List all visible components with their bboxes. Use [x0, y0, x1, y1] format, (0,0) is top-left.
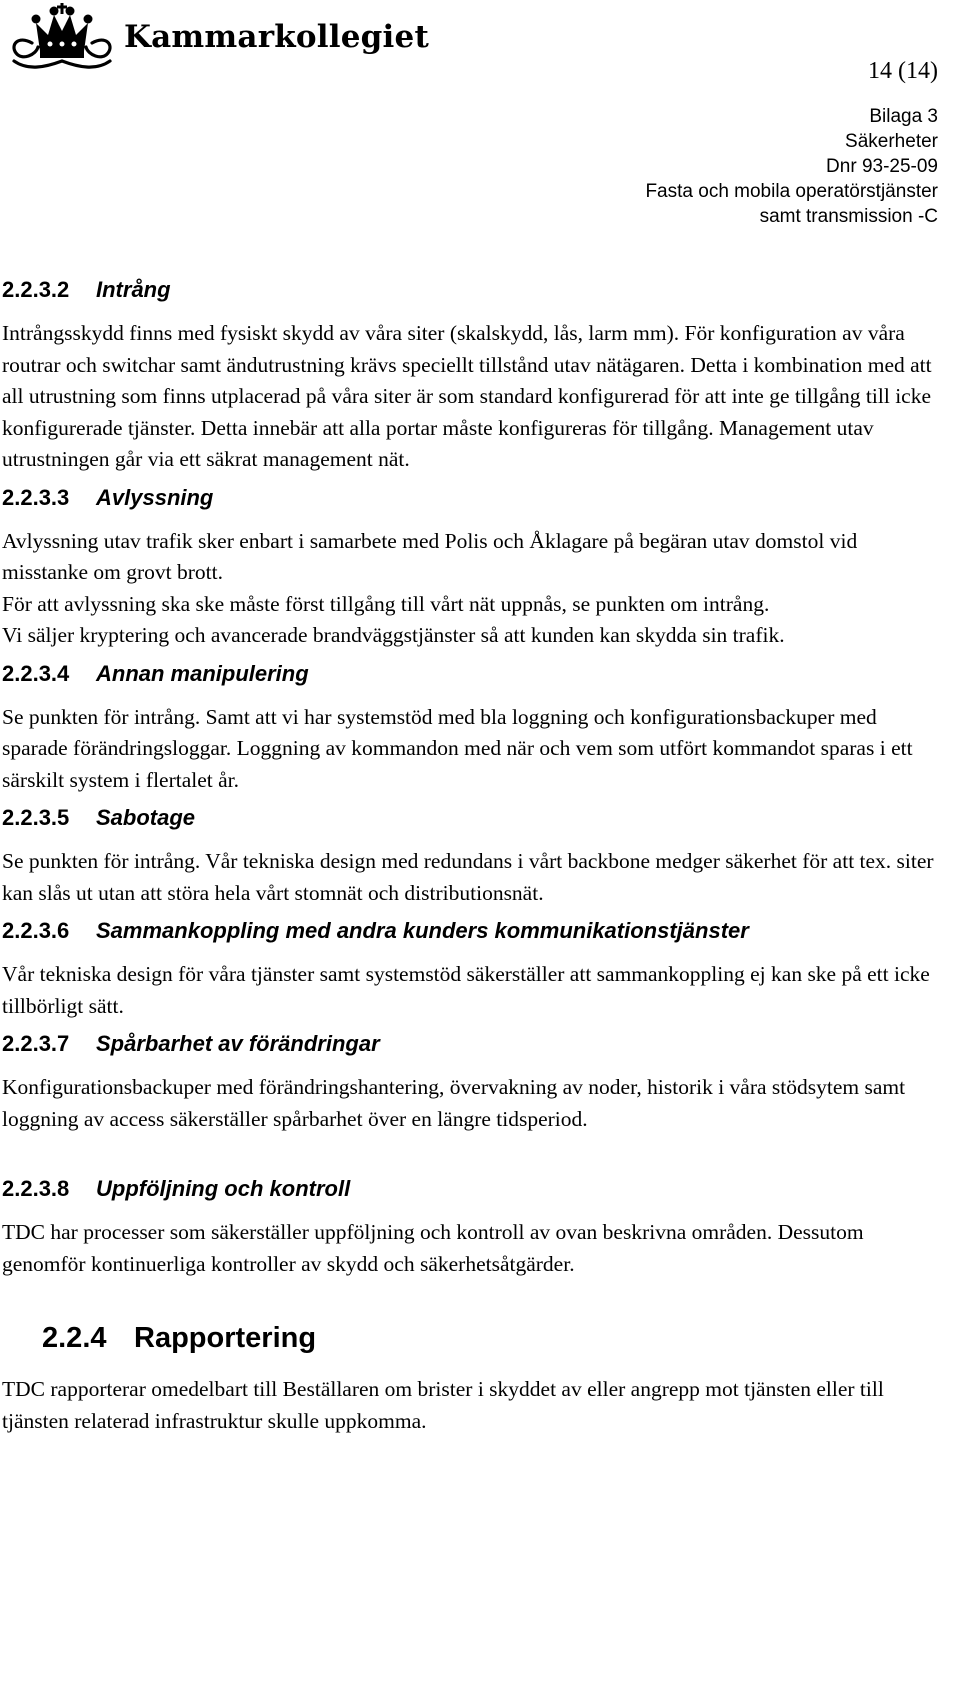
section-title: Rapportering [134, 1322, 317, 1354]
section-heading [2, 1320, 942, 1356]
section-paragraph: Vi säljer kryptering och avancerade brandväggstjänster så att kunden kan skydda sin trafik. [2, 623, 785, 647]
section-number: 2.2.3.7 [2, 1031, 70, 1056]
section-sparbarhet [2, 1030, 942, 1135]
section-title: Uppföljning och kontroll [96, 1176, 351, 1201]
section-annan-manipulering [2, 660, 942, 797]
section-number: 2.2.3.8 [2, 1176, 70, 1201]
section-heading [2, 917, 942, 945]
section-paragraph: För att avlyssning ska ske måste först tillgång till vårt nät uppnås, se punkten om intrång. [2, 591, 770, 616]
section-paragraph: Avlyssning utav trafik sker enbart i samarbete med Polis och Åklagare på begäran utav domstol vid misstanke om grovt brott. [2, 528, 858, 584]
header-meta [645, 104, 938, 229]
section-title: Avlyssning [96, 484, 214, 510]
section-avlyssning [2, 484, 942, 652]
section-heading [2, 484, 942, 512]
section-intrang [2, 276, 942, 476]
meta-line: samt transmission -C [759, 206, 938, 227]
section-heading [2, 660, 942, 688]
meta-line: Fasta och mobila operatörstjänster [645, 181, 938, 202]
logo-wordmark: Kammarkollegiet [124, 19, 429, 55]
section-title: Annan manipulering [96, 660, 309, 686]
section-paragraph: Vår tekniska design för våra tjänster samt systemstöd säkerställer att sammankoppling ej kan ske på ett icke tillbörligt sätt. [2, 962, 930, 1018]
section-paragraph: Se punkten för intrång. Samt att vi har systemstöd med bla loggning och konfigurationsbackuper med sparade förändringsloggar. Loggning av kommandon med när och vem som utfört kommandot sparas i ett särskilt system i flertalet år. [2, 704, 913, 792]
meta-line: Säkerheter [845, 131, 938, 152]
section-number: 2.2.3.3 [2, 484, 70, 510]
section-number: 2.2.3.2 [2, 277, 70, 302]
section-number: 2.2.3.4 [2, 660, 70, 686]
logo [6, 0, 429, 74]
crown-icon [6, 1, 118, 73]
section-number: 2.2.3.6 [2, 918, 70, 943]
section-paragraph: TDC har processer som säkerställer uppföljning och kontroll av ovan beskrivna områden. Dessutom genomför kontinuerliga kontroller av skydd och säkerhetsåtgärder. [2, 1220, 864, 1276]
section-title: Intrång [96, 277, 171, 302]
section-heading [2, 1030, 942, 1058]
section-paragraph: Konfigurationsbackuper med förändringshantering, övervakning av noder, historik i våra stödsytem samt loggning av access säkerställer spårbarhet över en längre tidsperiod. [2, 1075, 906, 1131]
section-uppfoljning [2, 1175, 942, 1280]
section-paragraph: Se punkten för intrång. Vår tekniska design med redundans i vårt backbone medger säkerhet för att tex. siter kan slås ut utan att störa hela vårt stomnät och distributionsnät. [2, 849, 934, 905]
section-title: Sabotage [96, 805, 196, 830]
meta-line: Dnr 93-25-09 [826, 156, 938, 177]
section-title: Sammankoppling med andra kunders kommunikationstjänster [96, 918, 749, 943]
section-number: 2.2.3.5 [2, 805, 70, 830]
section-paragraph: TDC rapporterar omedelbart till Beställaren om brister i skyddet av eller angrepp mot tjänsten eller till tjänsten relaterad infrastruktur skulle uppkomma. [2, 1377, 884, 1433]
section-heading [2, 1175, 942, 1203]
section-number: 2.2.4 [42, 1322, 107, 1354]
section-title: Spårbarhet av förändringar [96, 1031, 380, 1056]
section-rapportering [2, 1320, 942, 1437]
section-sammankoppling [2, 917, 942, 1022]
section-sabotage [2, 804, 942, 909]
document-body [2, 276, 942, 1437]
section-paragraph: Intrångsskydd finns med fysiskt skydd av våra siter (skalskydd, lås, larm mm). För konfiguration av våra routrar och switchar samt ändutrustning krävs speciellt tillstånd utav nätägaren. Detta i kombination med att all utrustning som finns utplacerad på våra siter är som standard konfigurerad för att inte ge tillgång till icke konfigurerade tjänster. Detta innebär att alla portar måste konfigureras för tillgång. Management utav utrustningen går via ett säkrat management nät. [2, 321, 932, 471]
section-heading [2, 276, 942, 304]
meta-line: Bilaga 3 [869, 106, 938, 127]
page-number: 14 (14) [868, 58, 938, 84]
section-heading [2, 804, 942, 832]
